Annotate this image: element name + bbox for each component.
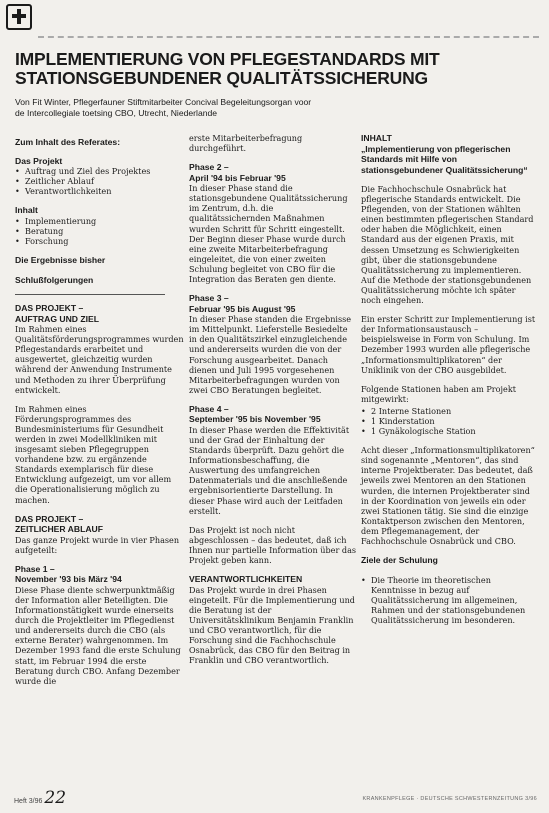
article-title (15, 50, 540, 88)
paragraph: Im Rahmen eines Förderungsprogrammes des Bundesministeriums für Gesundheit werden in zwei Modellkliniken mit insgesamt sieben Pflegegruppen vorhandene bzw. zu ergänzende Standards exemplarisch für diese Entwicklung aufgezeigt, um vor allem die Operationalisierung möglich zu machen. (15, 403, 172, 505)
paragraph: Das Projekt wurde in drei Phasen eingeteilt. Für die Implementierung und die Beratung ist der Universitätsklinikum Benjamin Franklin und CBO verantwortlich, für die Forschung sind die Fachhochschule Osnabrück, das CBO für den Beitrag in Franklin und CBO verantwortlich. (189, 584, 355, 666)
list-item: • 2 Interne Stationen (361, 406, 537, 416)
paragraph: Folgende Stationen haben am Projekt mitgewirkt: (361, 383, 516, 404)
section-heading: INHALT (361, 133, 392, 143)
goals-list (361, 575, 537, 625)
list-item: • 1 Kinderstation (361, 416, 537, 426)
paragraph: Das ganze Projekt wurde in vier Phasen aufgeteilt: (15, 534, 180, 555)
title-line: STATIONSGEBUNDENER QUALITÄTSSICHERUNG (15, 68, 428, 88)
author-text: Von Fit Winter, Pflegerfauner Stiftmitarbeiter Concival Begeleitungsorgan voor (15, 97, 312, 107)
list-item: • 1 Gynäkologische Station (361, 426, 537, 436)
toc-section-ergebnisse: Die Ergebnisse bisher (15, 255, 106, 266)
paragraph: Die Fachhochschule Osnabrück hat pflegerische Standards entwickelt. Die Pflegenden, von der Stationen wählten einen bestimmten pflegerischen Standard oder haben die Möglichkeit, einen Standard aus der eigenen Praxis, mit dessen Umsetzung es Schwierigkeiten gibt, über die stationsgebundene Qualitätssicherung zu implementieren. Auf die Methode der stationsgebundenen Qualitätssicherung möchte ich später noch eingehen. (361, 184, 534, 306)
phase-heading: Phase 2 – April '94 bis Februar '95 (189, 162, 286, 183)
footer-left (14, 788, 66, 808)
list-item: • Implementierung (15, 216, 185, 226)
toc-list-projekt (15, 166, 185, 196)
column-1 (15, 137, 185, 695)
paragraph: Das Projekt ist noch nicht abgeschlossen – das bedeutet, daß ich Ihnen nur partielle Information über das Projekt geben kann. (189, 524, 357, 565)
paragraph: Ein erster Schritt zur Implementierung ist der Informationsaustausch – beispielsweise in Form von Schulung. Im Dezember 1993 wurden alle pflegerische „Informationsmultiplikatoren“ der Uniklinik von der CBO ausgebildet. (361, 314, 536, 375)
toc-list-inhalt (15, 216, 185, 246)
paragraph: Diese Phase diente schwerpunktmäßig der Information aller Beteiligten. Die Informationstätigkeit wurde einerseits durch die Projektleiter im Pflegedienst und andererseits durch die CBO (als externe Berater) wahrgenommen. Im Dezember 1993 fand die erste Schulung statt, im Februar 1994 die erste Beratung durch CBO. Anfang Dezember wurde die (15, 584, 181, 686)
column-2 (189, 133, 357, 674)
list-item: • Die Theorie im theoretischen Kenntnisse in bezug auf Qualitätssicherung im allgemeinen, Rahmen und der stationsgebundenen Qualitätssicherung im besonderen. (361, 575, 537, 625)
subtitle-quote: „Implementierung von pflegerischen Standards mit Hilfe von stationsgebundener Qualitätssicherung“ (361, 143, 528, 175)
phase-heading: Phase 3 – Februar '95 bis August '95 (189, 293, 296, 314)
paragraph: In dieser Phase stand die stationsgebundene Qualitätssicherung im Zentrum, d.h. die qualitätssichernden Maßnahmen wurden Schritt für Schritt eingestellt. Der Beginn dieser Phase wurde durch eine zweite Mitarbeiterbefragung eingeleitet, die von einer zweiten Schulung begleitet von CBO für die Integration das Beraten gen diente. (189, 183, 348, 285)
author-line (15, 97, 535, 119)
cross-logo-icon (6, 4, 32, 30)
list-item: • Verantwortlichkeiten (15, 186, 185, 196)
toc-section-inhalt: Inhalt (15, 205, 38, 216)
section-heading: DAS PROJEKT – AUFTRAG UND ZIEL (15, 303, 100, 324)
list-item: • Forschung (15, 236, 185, 246)
toc-section-projekt: Das Projekt (15, 155, 63, 166)
section-heading: DAS PROJEKT – ZEITLICHER ABLAUF (15, 513, 103, 535)
list-item: • Beratung (15, 226, 185, 236)
section-heading: Ziele der Schulung (361, 555, 438, 566)
list-item: • Zeitlicher Ablauf (15, 176, 185, 186)
phase-heading: Phase 1 – November '93 bis März '94 (15, 563, 122, 585)
column-3 (361, 133, 537, 634)
toc-heading: Zum Inhalt des Referates: (15, 137, 121, 147)
title-line: IMPLEMENTIERUNG VON PFLEGESTANDARDS MIT (15, 49, 440, 69)
footer-right: KRANKENPFLEGE · DEUTSCHE SCHWESTERNZEITUNG 3/96 (362, 796, 537, 802)
top-rule (38, 36, 539, 38)
section-heading: VERANTWORTLICHKEITEN (189, 574, 303, 585)
paragraph: In dieser Phase werden die Effektivität und der Grad der Einhaltung der Standards überprüft. Dazu gehört die Informationsbeschaffung, die Auswertung des umfangreichen Datenmaterials und die anschließende ergebnisorientierte Darstellung. In dieser Phase wird auch der Leitfaden erstellt. (189, 424, 350, 516)
divider (15, 294, 165, 295)
phase-heading: Phase 4 – September '95 bis November '95 (189, 403, 321, 425)
paragraph: Im Rahmen eines Qualitätsförderungsprogrammes wurden Pflegestandards erarbeitet und ausgewertet, gleichzeitig wurden während der Anwendung Instrumente und Methoden zu ihrer Überprüfung entwickelt. (15, 324, 184, 395)
paragraph: Acht dieser „Informationsmultiplikatoren“ sind sogenannte „Mentoren“, das sind interne Projektberater. Das bedeutet, daß jeweils zwei Mentoren an den Stationen wurden, die internen Projektberater sind in der Koordination von jeweils ein oder zwei Stationen tätig. Sie sind die einzige Kontaktperson zwischen den Mentoren, dem Pflegemanagement, der Fachhochschule Osnabrück und CBO. (361, 445, 535, 546)
stations-list (361, 406, 537, 436)
page-number: 22 (44, 788, 67, 808)
list-item: • Auftrag und Ziel des Projektes (15, 166, 185, 176)
toc-section-schluss: Schlußfolgerungen (15, 274, 94, 285)
issue-label: Heft 3/96 (14, 798, 43, 805)
paragraph: In dieser Phase standen die Ergebnisse im Mittelpunkt. Lieferstelle Besiedelte in den Qualitätszirkel einzugleichende und andererseits wurden die von der Forschung ausgearbeitet. Danach dienen und Juli 1995 vorgesehenen Mitarbeiterbefragungen wurden von zwei CBO Beratungen begleitet. (189, 314, 352, 395)
author-text: de Intercollegiale toetsing CBO, Utrecht, Niederlande (15, 108, 218, 118)
paragraph: erste Mitarbeiterbefragung durchgeführt. (189, 133, 303, 154)
